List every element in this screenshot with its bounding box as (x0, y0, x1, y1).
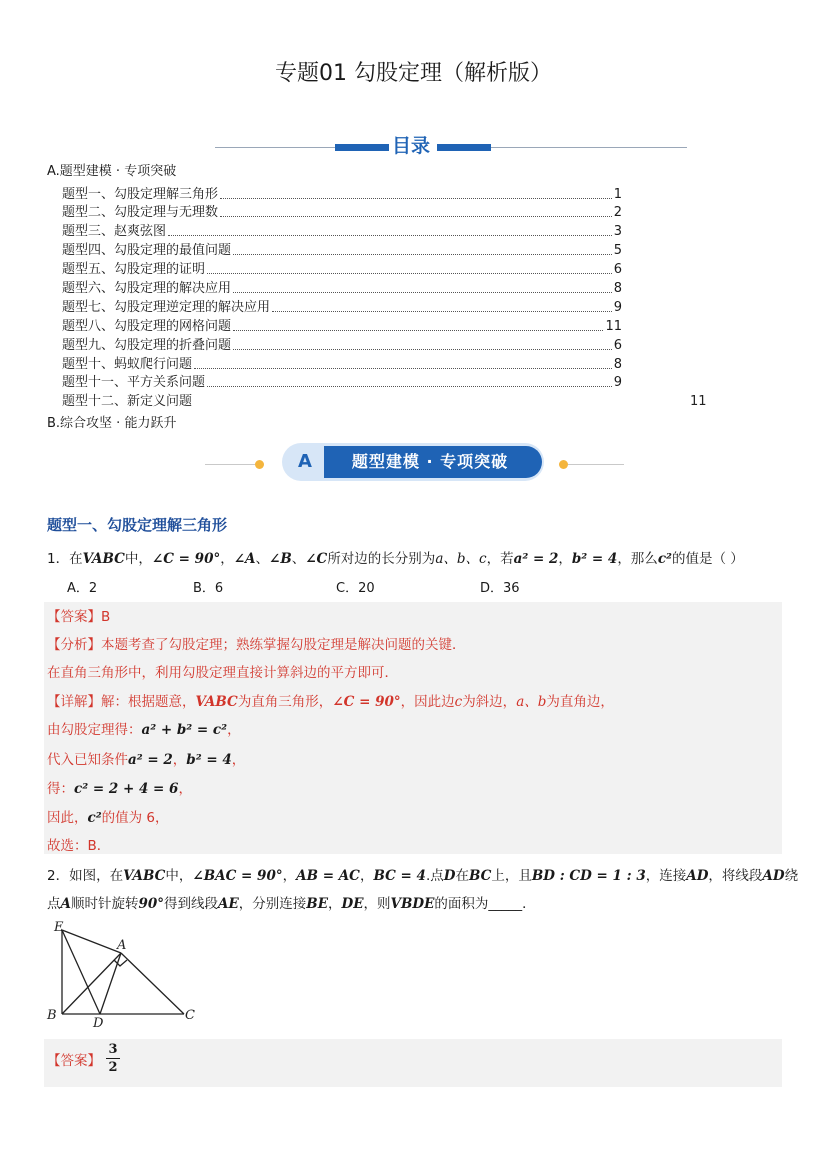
q-text: ， (220, 551, 234, 567)
toc-leader (207, 374, 612, 387)
q-text: 的值是（ ） (671, 551, 744, 567)
toc-item-page: 8 (613, 281, 622, 296)
toc-item[interactable] (62, 242, 622, 260)
label-E: E (54, 920, 64, 935)
q-math: b² = 4 (571, 551, 618, 567)
option-c[interactable]: C．20 (336, 581, 375, 596)
analysis-line-2: 在直角三角形中，利用勾股定理直接计算斜边的平方即可． (47, 665, 398, 681)
detail-line-4: 得：c² = 2 + 4 = 6， (47, 781, 192, 797)
page-title: 专题01 勾股定理（解析版） (275, 61, 552, 86)
q-text: 中， (124, 551, 152, 567)
toc-item-page: 8 (613, 357, 622, 372)
toc-item-page: 6 (613, 262, 622, 277)
answer-2-fraction (106, 1042, 120, 1075)
label-D: D (93, 1016, 104, 1030)
toc-item-page: 5 (613, 243, 622, 258)
toc-item-label: 题型十二、新定义问题 (62, 394, 193, 409)
toc-leader (194, 356, 612, 369)
banner-dot-right (559, 460, 568, 469)
toc-bar-left (335, 144, 389, 151)
toc-leader (233, 280, 612, 293)
fraction-denominator: 2 (108, 1060, 118, 1075)
banner-letter: A (286, 446, 324, 478)
q-math: ∠B (269, 551, 292, 567)
toc-item[interactable] (62, 223, 622, 241)
q-text: ， (558, 551, 572, 567)
toc-item[interactable] (62, 186, 622, 204)
toc-item-page: 9 (613, 375, 622, 390)
right-angle-mark (114, 960, 127, 966)
q-math: ∠C (305, 551, 328, 567)
toc-bar-right (437, 144, 491, 151)
toc-item-page: 3 (613, 224, 622, 239)
toc-item-label: 题型十、蚂蚁爬行问题 (62, 357, 193, 372)
toc-divider-right (491, 147, 687, 148)
toc-item-label: 题型二、勾股定理与无理数 (62, 205, 219, 220)
answer-box-2 (44, 1039, 782, 1087)
toc-item-label: 题型三、赵爽弦图 (62, 224, 167, 239)
toc-leader (233, 242, 612, 255)
toc-leader (233, 318, 603, 331)
q-text: 、 (255, 551, 270, 567)
toc-item-label: 题型一、勾股定理解三角形 (62, 187, 219, 202)
toc-item-label: 题型五、勾股定理的证明 (62, 262, 206, 277)
segment-BA (62, 953, 121, 1014)
toc-item-page: 1 (613, 187, 622, 202)
banner-text: 题型建模 · 专项突破 (351, 452, 509, 471)
toc-item-last[interactable] (62, 393, 712, 411)
toc-item-page: 2 (613, 205, 622, 220)
q-text: 所对边的长分别为 (327, 551, 436, 567)
toc-leader (207, 261, 612, 274)
segment-AC (121, 953, 184, 1014)
toc-leader (272, 299, 612, 312)
toc-item[interactable] (62, 337, 622, 355)
toc-item-label: 题型九、勾股定理的折叠问题 (62, 338, 232, 353)
detail-line-5: 因此，c²的值为 6， (47, 810, 169, 826)
q-text: 、 (291, 551, 306, 567)
toc-part-a[interactable]: A.题型建模 · 专项突破 (47, 164, 177, 179)
toc-item-label: 题型四、勾股定理的最值问题 (62, 243, 232, 258)
option-b[interactable]: B．6 (193, 581, 224, 596)
answer-line: 【答案】B (47, 609, 111, 625)
detail-line-1: 【详解】解：根据题意，VABC为直角三角形，∠C = 90°，因此边c为斜边，a、b为直角边， (47, 694, 614, 710)
question-2-line-1: 2．如图，在VABC中，∠BAC = 90°，AB = AC，BC = 4.点D在BC上，且BD : CD = 1 : 3，连接AD，将线段AD绕 (47, 868, 799, 884)
toc-leader (168, 223, 612, 236)
q-math: c² (657, 551, 672, 567)
toc-leader (233, 337, 612, 350)
fraction-numerator: 3 (108, 1042, 118, 1057)
toc-leader (220, 204, 612, 217)
toc-item[interactable] (62, 356, 622, 374)
toc-item[interactable] (62, 280, 622, 298)
q-math: ∠C = 90° (151, 551, 221, 567)
option-d[interactable]: D．36 (480, 581, 520, 596)
detail-line-3: 代入已知条件a² = 2，b² = 4， (47, 752, 246, 768)
toc-item[interactable] (62, 261, 622, 279)
answer-2-tag: 【答案】 (47, 1053, 101, 1069)
toc-leader (220, 186, 612, 199)
banner-line-right (568, 464, 624, 465)
toc-item-label: 题型七、勾股定理逆定理的解决应用 (62, 300, 271, 315)
label-C: C (185, 1008, 195, 1023)
q-math: a、b、c (435, 551, 487, 567)
q-math: a² = 2 (513, 551, 559, 567)
question-1 (47, 547, 744, 567)
toc-item-label: 题型六、勾股定理的解决应用 (62, 281, 232, 296)
label-A: A (117, 938, 127, 953)
toc-item-label: 题型八、勾股定理的网格问题 (62, 319, 232, 334)
question-2-line-2: 点A顺时针旋转90°得到线段AE，分别连接BE，DE，则VBDE的面积为_____． (47, 896, 536, 912)
q-text: 1．在 (47, 551, 83, 567)
toc-divider-left (215, 147, 335, 148)
q-text: ，若 (486, 551, 514, 567)
toc-item[interactable] (62, 299, 622, 317)
analysis-line: 【分析】本题考查了勾股定理；熟练掌握勾股定理是解决问题的关键． (47, 637, 466, 653)
toc-item[interactable] (62, 204, 622, 222)
option-a[interactable]: A．2 (67, 581, 98, 596)
segment-AD (100, 953, 121, 1014)
q-math: ∠A (233, 551, 256, 567)
toc-heading: 目录 (392, 135, 431, 157)
detail-line-2: 由勾股定理得：a² + b² = c²， (47, 722, 241, 738)
toc-item-page: 9 (613, 300, 622, 315)
toc-item[interactable] (62, 374, 622, 392)
q-math: VABC (82, 551, 125, 567)
toc-item-page: 6 (613, 338, 622, 353)
answer-blank[interactable]: _____ (488, 896, 523, 912)
toc-item-label: 题型十一、平方关系问题 (62, 375, 206, 390)
detail-line-6: 故选：B． (47, 838, 111, 854)
label-B: B (47, 1008, 57, 1023)
toc-item-page: 11 (605, 319, 622, 334)
toc-part-b[interactable]: B.综合攻坚 · 能力跃升 (47, 416, 177, 431)
toc-item-page: 11 (690, 394, 707, 409)
geometry-figure (44, 920, 204, 1030)
toc-item[interactable] (62, 318, 622, 336)
q-text: ，那么 (617, 551, 658, 567)
banner-line-left (205, 464, 255, 465)
fraction-bar (106, 1058, 120, 1059)
section-heading: 题型一、勾股定理解三角形 (47, 516, 228, 534)
banner-dot-left (255, 460, 264, 469)
